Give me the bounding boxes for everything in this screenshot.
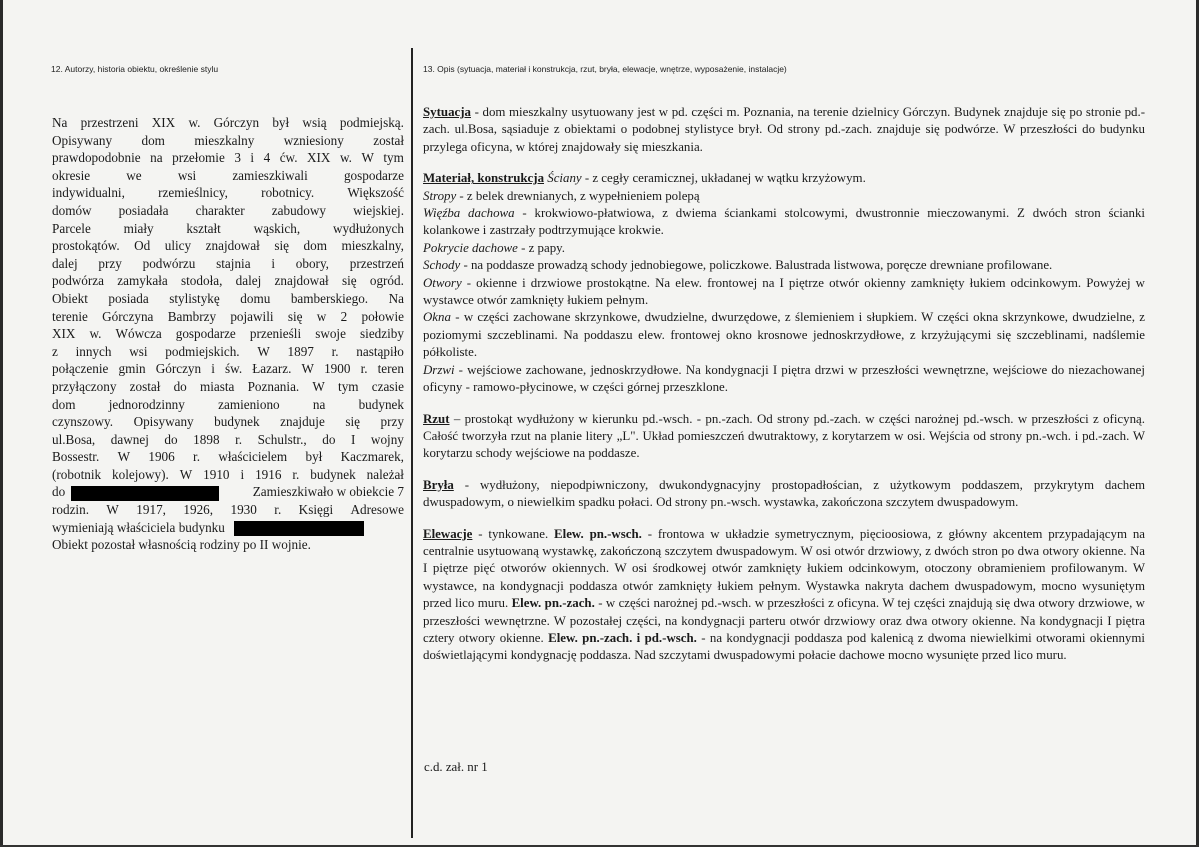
history-line-redacted — [52, 483, 404, 501]
material-paragraph — [423, 170, 1145, 187]
sytuacja-label: Sytuacja — [423, 105, 471, 119]
history-line: dalej przy podwórzu stajnia i obory, przestrzeń — [52, 255, 404, 271]
history-line: podwórza zamykała stodoła, dalej znajdował się ogród. — [52, 273, 404, 289]
stropy-text: - z belek drewnianych, z wypełnieniem polepą — [456, 188, 700, 203]
history-line: prawdopodobnie na przełomie 3 i 4 ćw. XIX w. W tym — [52, 150, 404, 166]
otwory-text: - okienne i drzwiowe prostokątne. Na elew. frontowej na I piętrze otwór okienny zamknięty łukiem odcinkowym. Powyżej w wystawce otwór zamknięty łukiem pełnym. — [423, 275, 1145, 308]
elew-both-label: Elew. pn.-zach. i pd.-wsch. — [548, 630, 697, 645]
history-text: wymieniają właściciela budynku — [52, 519, 225, 535]
history-line: prostokątów. Od ulicy znajdował się dom mieszkalny, — [52, 238, 404, 254]
scan-edge-left — [0, 0, 3, 847]
okna-paragraph — [423, 309, 1145, 361]
section-12-heading: 12. Autorzy, historia obiektu, określenie stylu — [51, 64, 219, 74]
sciany-text: - z cegły ceramicznej, układanej w wątku krzyżowym. — [581, 171, 866, 186]
elewacje-paragraph — [423, 526, 1145, 665]
bryla-paragraph — [423, 477, 1145, 512]
pokrycie-text: - z papy. — [517, 240, 565, 255]
history-line: Bossestr. W 1906 r. właścicielem był Kaczmarek, — [52, 449, 404, 465]
history-line: XIX w. Wówcza gospodarze przenieśli swoje siedziby — [52, 326, 404, 342]
history-line: przyłączony został do miasta Poznania. W tym czasie — [52, 378, 404, 394]
rzut-paragraph — [423, 411, 1145, 463]
history-line: czynszowy. Opisywany budynek znajduje się przy — [52, 414, 404, 430]
history-text: Zamieszkiwało w obiekcie 7 — [252, 484, 404, 500]
section-13-heading: 13. Opis (sytuacja, materiał i konstrukcja, rzut, bryła, elewacje, wnętrze, wyposażenie, instalacje) — [423, 64, 787, 74]
history-line: z innych wsi podmiejskich. W 1897 r. nastąpiło — [52, 343, 404, 359]
history-line: indywidualni, rzemieślnicy, robotnicy. Większość — [52, 185, 404, 201]
rzut-text: – prostokąt wydłużony w kierunku pd.-wsch. - pn.-zach. Od strony pd.-zach. w części narożnej pd.-wsch. w przeszłości z oficyną. Całość tworzyła rzut na planie litery „L". Układ pomieszczeń dwutraktowy, z korytarzem w osi. Wejścia od strony pn.-wch. i pd.-zach. W korytarzu schody wejściowe na poddasze. — [423, 411, 1145, 461]
drzwi-text: - wejściowe zachowane, jednoskrzydłowe. Na kondygnacji I piętra drzwi w przeszłości wewnętrzne, wejściowe do niezachowanej oficyny - ramowo-płycinowe, w części górnej przeszklone. — [423, 362, 1145, 395]
elewacje-text: - na kondygnacji poddasza pod kalenicą z dwoma niewielkimi otworami okiennymi doświetlającymi kondygnację poddasza. Nad szczytami dwuspadowymi połacie dachowe mocno wysunięte przed lico muru. — [423, 630, 1145, 663]
elewacje-text: - tynkowane. — [472, 526, 555, 541]
history-line: Opisywany dom mieszkalny wzniesiony został — [52, 132, 404, 148]
wiezba-text: - krokwiowo-płatwiowa, z dwiema ściankami stolcowymi, dwustronnie mieczowanymi. Z dwóch stron ścianki kolankowe i zastrzały podtrzymujące krokwie. — [423, 206, 1146, 238]
elew-pnwsch-label: Elew. pn.-wsch. — [554, 526, 642, 541]
wiezba-paragraph — [423, 205, 1145, 240]
history-line: Parcele miały kształt wąskich, wydłużonych — [52, 220, 404, 236]
history-line: (robotnik kolejowy). W 1910 i 1916 r. budynek należał — [52, 466, 404, 482]
redaction-bar — [234, 521, 364, 536]
history-line: rodzin. W 1917, 1926, 1930 r. Księgi Adresowe — [52, 502, 404, 518]
otwory-label: Otwory — [423, 275, 462, 290]
bryla-text: - wydłużony, niepodpiwniczony, dwukondygnacyjny prostopadłościan, z użytkowym poddaszem, przykrytym dachem dwuspadowym, o niewielkim spadku połaci. Od strony pn.-wsch. wystawka, zakończona szczytem dwuspadowym. — [423, 477, 1145, 510]
history-line: Na przestrzeni XIX w. Górczyn był wsią podmiejską. — [52, 115, 404, 130]
schody-label: Schody — [423, 258, 461, 273]
history-line: dom jednorodzinny zamieniono na budynek — [52, 396, 404, 412]
pokrycie-paragraph — [423, 240, 1145, 257]
sciany-label: Ściany — [547, 171, 582, 186]
history-line: domów posiadała charakter zabudowy wiejskiej. — [52, 202, 404, 218]
description-column — [423, 104, 1145, 665]
elewacje-text: - frontowa w układzie symetrycznym, pięcioosiowa, z główny akcentem przypadającym na centralnie usytuowaną wystawkę, zakończoną szczytem dwuspadowym. W osi otwór drzwiowy, z dwóch stron po dwa otwory okienne. Na I piętrze pięć otworów okiennych. W osi środkowej otwór zamknięty łukiem odcinkowym, otoczony obramieniem profilowanym. W wystawce, na kondygnacji poddasza otwór zamknięty łukiem pełnym. Wystawka nakryta dachem dwuspadowym, mocno wysuniętym przed lico muru. — [423, 526, 1145, 611]
elewacje-label: Elewacje — [423, 526, 473, 541]
okna-text: - w części zachowane skrzynkowe, dwudzielne, dwurzędowe, z ślemieniem i słupkiem. W części okna skrzynkowe, dwudzielne, z poziomymi szczeblinami. Na poddaszu elew. frontowej okno krosnowe jednoskrzydłowe, z krzyżującymi się szczeblinami, nadślemie półkoliste. — [423, 310, 1145, 360]
history-line: okresie we wsi zamieszkiwali gospodarze — [52, 167, 404, 183]
history-line: Obiekt pozostał własnością rodziny po II wojnie. — [52, 537, 311, 553]
redaction-bar — [71, 486, 219, 501]
okna-label: Okna — [423, 310, 451, 325]
pokrycie-label: Pokrycie dachowe — [423, 240, 518, 255]
history-line: Obiekt posiada stylistykę domu bamberskiego. Na — [52, 290, 404, 306]
elew-pnzach-label: Elew. pn.-zach. — [511, 596, 595, 611]
drzwi-paragraph — [423, 362, 1145, 397]
sytuacja-paragraph — [423, 104, 1145, 156]
column-divider — [411, 48, 413, 838]
stropy-paragraph — [423, 188, 1145, 205]
schody-paragraph — [423, 257, 1145, 274]
history-line: połączenie gmin Górczyn i św. Łazarz. W 1900 r. teren — [52, 361, 404, 377]
schody-text: - na poddasze prowadzą schody jednobiegowe, policzkowe. Balustrada listwowa, poręcze drewniane profilowane. — [460, 258, 1053, 273]
wiezba-label: Więźba dachowa — [423, 206, 515, 221]
history-line-redacted — [52, 519, 404, 537]
elewacje-text: - w części narożnej pd.-wsch. w przeszłości z oficyna. W tej części znajdują się dwa otwory drzwiowe, w przeszłości wewnętrzne. W pozostałej części, na kondygnacji parteru otwór drzwiowy oraz dwa otwory okienne. Na kondygnacji I piętra cztery otwory okienne. — [423, 596, 1145, 645]
otwory-paragraph — [423, 275, 1145, 310]
history-text: do — [52, 484, 66, 500]
history-line: terenie Górczyna Bambrzy pojawili się w 2 połowie — [52, 308, 404, 324]
sytuacja-text: - dom mieszkalny usytuowany jest w pd. części m. Poznania, na terenie dzielnicy Górczyn. Budynek znajduje się po stronie pd.-zach. ul.Bosa, sąsiaduje z obiektami o podobnej stylistyce brył. Od strony pd.-zach. znajduje się podwórze. W przeszłości do budynku przylega oficyna, w której znajdowały się mieszkania. — [423, 105, 1145, 154]
continuation-note: c.d. zał. nr 1 — [424, 760, 488, 774]
history-line: ul.Bosa, dawnej do 1898 r. Schulstr., do I wojny — [52, 431, 404, 447]
history-column — [52, 114, 404, 554]
material-label: Materiał, konstrukcja — [423, 171, 545, 186]
rzut-label: Rzut — [423, 411, 450, 426]
bryla-label: Bryła — [423, 477, 454, 492]
stropy-label: Stropy — [423, 188, 457, 203]
drzwi-label: Drzwi — [423, 362, 455, 377]
